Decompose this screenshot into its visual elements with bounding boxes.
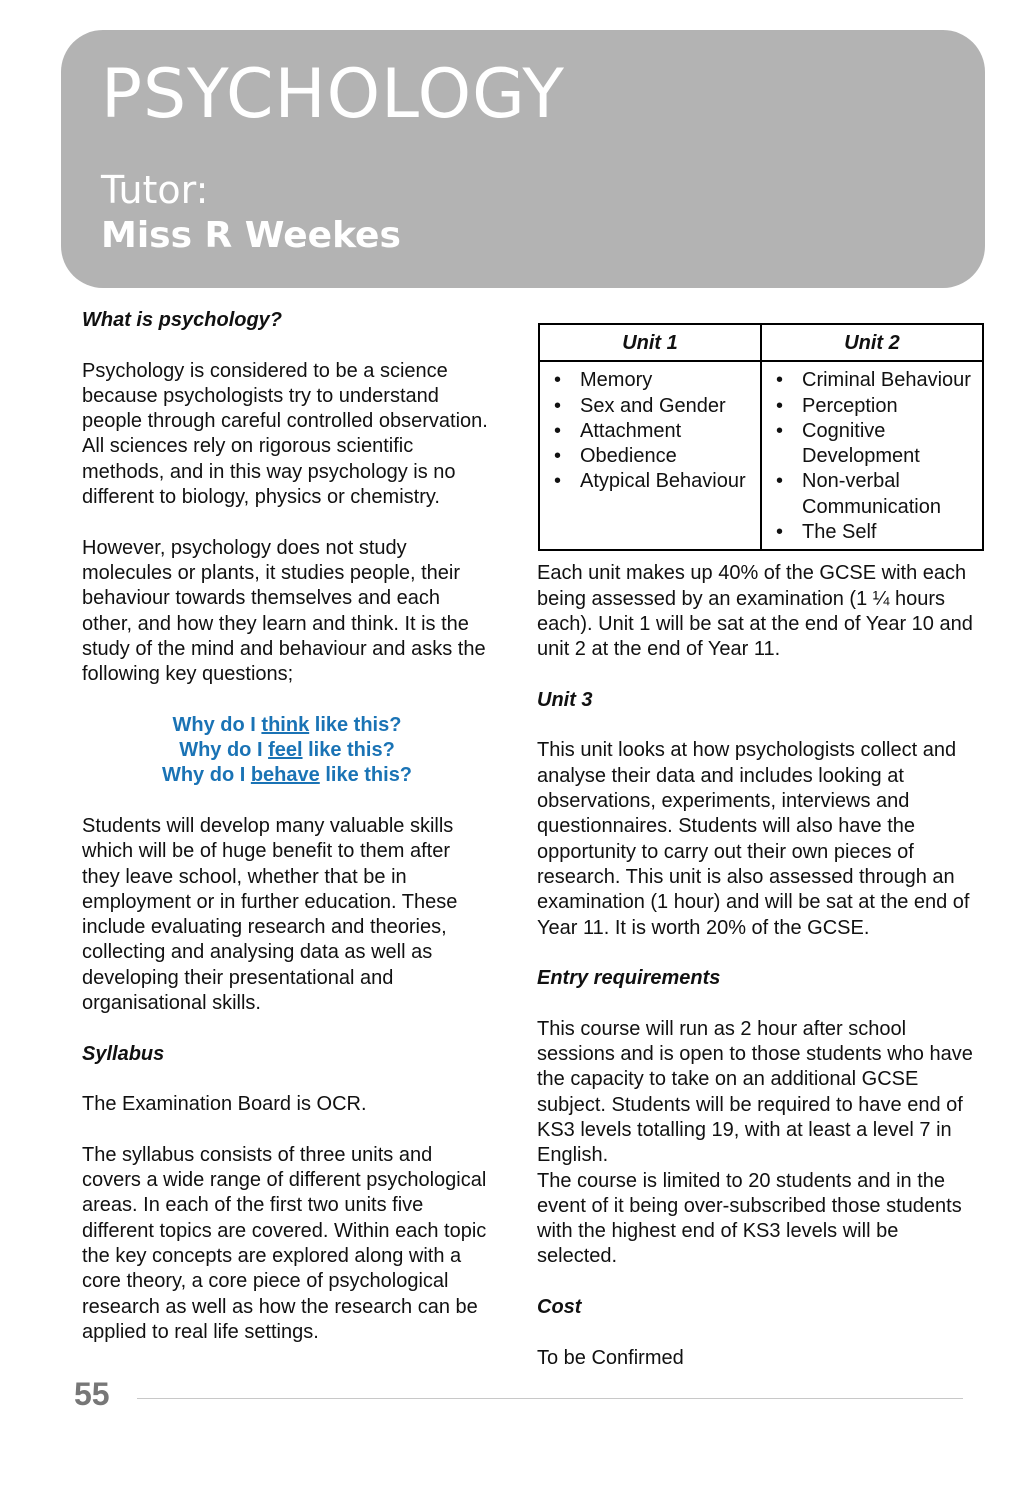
heading-syllabus: Syllabus (82, 1042, 165, 1065)
key-questions (82, 713, 492, 789)
question-suffix: like this? (309, 713, 402, 736)
skills-paragraph: Students will develop many valuable skills which will be of huge benefit to them after they leave school, whether that be in employment or in further education. These include evaluating research and theories, collecting and analysing data as well as developing their presentational and organisational skills. (82, 814, 458, 1015)
question-prefix: Why do I (179, 739, 269, 762)
entry-paragraph-2: The course is limited to 20 students and in the event of it being over-subscribed those students with the highest end of KS3 levels will be selected. (537, 1169, 962, 1268)
syllabus-paragraph: The syllabus consists of three units and covers a wide range of different psychological areas. In each of the first two units five different topics are covered. Within each topic the key concepts are explored along with a core theory, a core piece of psychological research as well as how the research can be applied to real life settings. (82, 1143, 487, 1343)
list-item: • The Self (770, 520, 974, 545)
study-paragraph: However, psychology does not study molecules or plants, it studies people, their behaviour towards themselves and each other, and how they learn and think. It is the study of the mind and behaviour and asks the following key questions; (82, 536, 486, 686)
question-suffix: like this? (302, 739, 395, 762)
unit2-header: Unit 2 (761, 324, 983, 361)
units-paragraph: Each unit makes up 40% of the GCSE with each being assessed by an examination (1 ¼ hours each). Unit 1 will be sat at the end of Year 10 and unit 2 at the end of Year 11. (537, 562, 973, 661)
unit1-topics (539, 361, 761, 550)
list-item: • Memory (548, 368, 752, 393)
question-word: feel (268, 739, 303, 762)
question-think (82, 713, 492, 738)
tutor-label: Tutor: (101, 168, 209, 212)
cost-value: To be Confirmed (537, 1346, 684, 1369)
unit2-topics (761, 361, 983, 550)
unit3-paragraph: This unit looks at how psychologists collect and analyse their data and includes looking at observations, experiments, interviews and questionnaires. Students will also have the opportunity to carry out their own pieces of research. This unit is also assessed through an examination (1 hour) and will be sat at the end of Year 11. It is worth 20% of the GCSE. (537, 739, 970, 939)
list-item: • Atypical Behaviour (548, 469, 752, 494)
right-column (537, 308, 977, 1396)
list-item: • Cognitive Development (770, 419, 974, 470)
list-item: • Perception (770, 394, 974, 419)
footer-divider (137, 1398, 963, 1399)
units-table (538, 323, 984, 551)
heading-cost: Cost (537, 1295, 582, 1318)
list-item: • Sex and Gender (548, 394, 752, 419)
entry-paragraph-1: This course will run as 2 hour after school sessions and is open to those students who have the capacity to take on an additional GCSE subject. Students will be required to have end of KS3 levels totalling 19, with at least a level 7 in English. (537, 1017, 973, 1167)
question-prefix: Why do I (172, 713, 262, 736)
list-item: • Non-verbal Communication (770, 469, 974, 520)
list-item: • Obedience (548, 444, 752, 469)
page-title: PSYCHOLOGY (101, 55, 565, 134)
heading-what-is-psychology: What is psychology? (82, 309, 283, 331)
question-prefix: Why do I (161, 764, 251, 787)
question-behave (82, 763, 492, 788)
question-word: think (261, 713, 310, 736)
page-number: 55 (74, 1376, 110, 1412)
left-column (82, 308, 492, 1370)
list-item: • Criminal Behaviour (770, 368, 974, 393)
question-feel (82, 738, 492, 763)
unit1-header: Unit 1 (539, 324, 761, 361)
question-word: behave (250, 764, 320, 787)
list-item: • Attachment (548, 419, 752, 444)
exam-board-text: The Examination Board is OCR. (82, 1093, 367, 1116)
header-banner (61, 30, 985, 288)
heading-entry-requirements: Entry requirements (537, 967, 721, 990)
tutor-name: Miss R Weekes (101, 215, 401, 256)
heading-unit3: Unit 3 (537, 688, 593, 711)
intro-paragraph: Psychology is considered to be a science because psychologists try to understand people through careful controlled observation. All sciences rely on rigorous scientific methods, and in this way psychology is no different to biology, physics or chemistry. (82, 359, 488, 509)
question-suffix: like this? (319, 764, 413, 787)
